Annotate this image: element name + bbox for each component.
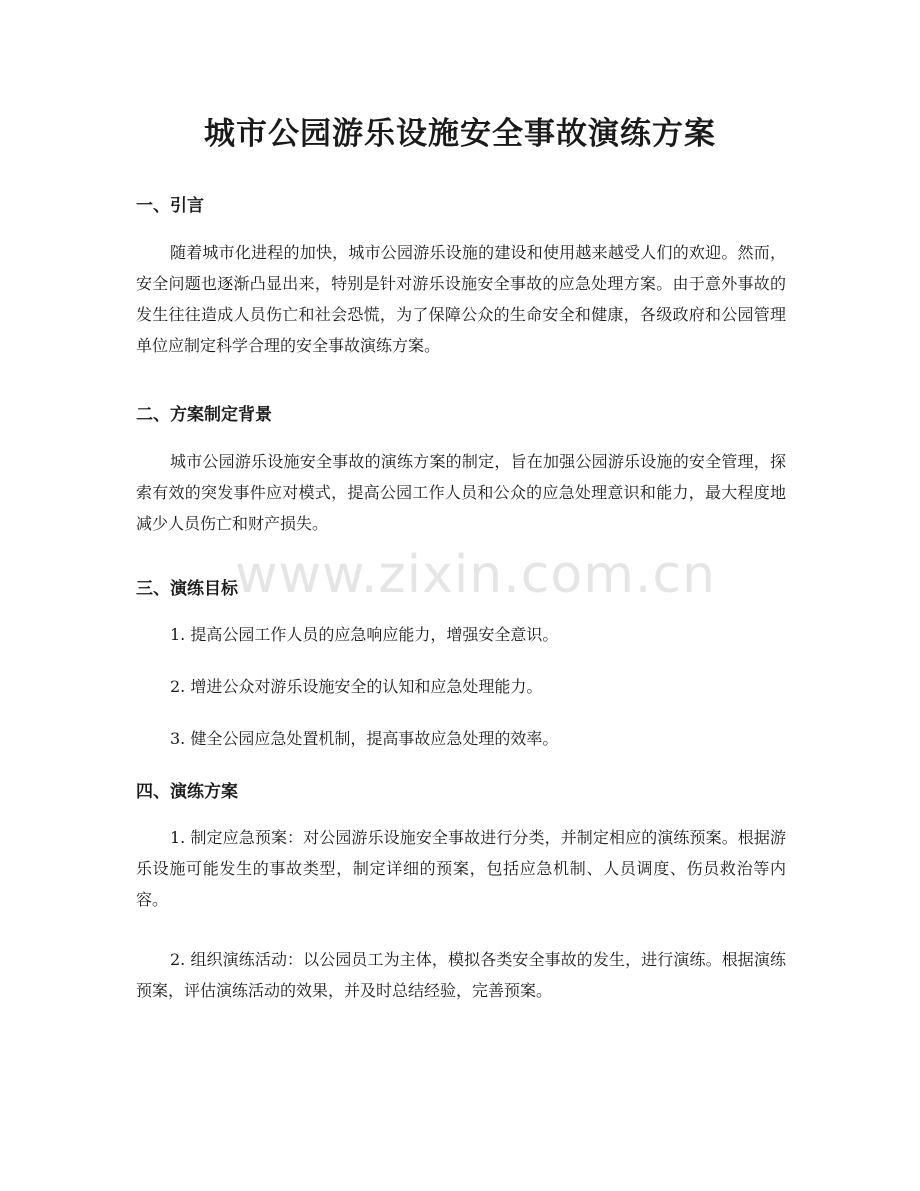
section-heading-goals: 三、演练目标 [136, 579, 238, 599]
section-heading-introduction: 一、引言 [136, 196, 204, 216]
background-paragraph: 城市公园游乐设施安全事故的演练方案的制定，旨在加强公园游乐设施的安全管理，探索有效的突发事件应对模式，提高公园工作人员和公众的应急处理意识和能力，最大程度地减少人员伤亡和财产损失。 [136, 452, 786, 533]
document-title: 城市公园游乐设施安全事故演练方案 [204, 116, 716, 152]
goal-item: 2. 增进公众对游乐设施安全的认知和应急处理能力。 [170, 677, 543, 696]
plan-paragraph: 2. 组织演练活动：以公园员工为主体，模拟各类安全事故的发生，进行演练。根据演练预案，评估演练活动的效果，并及时总结经验，完善预案。 [136, 950, 786, 1000]
section-heading-plan: 四、演练方案 [136, 782, 238, 802]
section-heading-background: 二、方案制定背景 [136, 405, 272, 425]
goal-item: 1. 提高公园工作人员的应急响应能力，增强安全意识。 [170, 625, 559, 644]
plan-paragraph: 1. 制定应急预案：对公园游乐设施安全事故进行分类，并制定相应的演练预案。根据游乐设施可能发生的事故类型，制定详细的预案，包括应急机制、人员调度、伤员救治等内容。 [136, 828, 786, 909]
watermark: www.zixin.com.cn [235, 545, 716, 605]
goal-item: 3. 健全公园应急处置机制，提高事故应急处理的效率。 [170, 729, 559, 748]
introduction-paragraph: 随着城市化进程的加快，城市公园游乐设施的建设和使用越来越受人们的欢迎。然而，安全问题也逐渐凸显出来，特别是针对游乐设施安全事故的应急处理方案。由于意外事故的发生往往造成人员伤亡和社会恐慌，为了保障公众的生命安全和健康，各级政府和公园管理单位应制定科学合理的安全事故演练方案。 [136, 243, 786, 355]
